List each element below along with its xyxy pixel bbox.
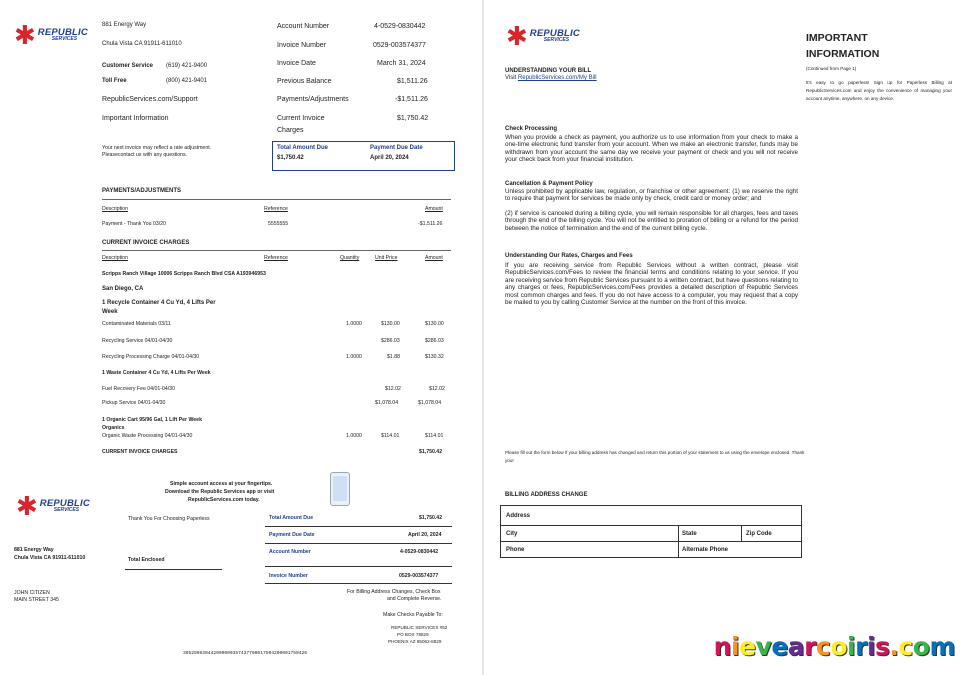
total-due-label: Total Amount Due	[277, 145, 328, 151]
stub-value-account: 4-0529-0830442	[400, 549, 439, 555]
charge-row-qty: 1.0000	[346, 321, 362, 327]
rates-text: If you are receiving service from Republic Services without a written contract, please visit RepublicServices.com/Fees to review the financial terms and conditions relating to your service. If you are receiving service from Republic Services pursuant to a written contract, but have questions relating to any charges or fees, RepublicServices.com/Fees provides a detailed description of Republic Services most common charges and fees. If you do not have access to a computer, you may request that a copy be mailed to you by calling Customer Service at the number on the front of this invoice.	[505, 262, 798, 307]
toll-free-label: Toll Free	[102, 78, 127, 84]
state-field-label: State	[682, 531, 697, 537]
charges-col-amount: Amount	[425, 255, 443, 261]
customer-service-phone: (619) 421-9400	[166, 63, 208, 69]
city-field-label: City	[506, 531, 518, 537]
charges-title: CURRENT INVOICE CHARGES	[102, 240, 190, 246]
summary-value-previous: $1,511.26	[397, 78, 428, 85]
watermark-letter: r	[804, 632, 817, 661]
important-title-2: INFORMATION	[806, 48, 880, 60]
charge-row-desc: Pickup Service 04/01-04/30	[102, 400, 166, 406]
stub-label-account: Account Number	[269, 549, 311, 555]
summary-value-invoice: 0529-003574377	[373, 42, 426, 49]
watermark-letter: m	[929, 632, 955, 661]
rate-note-line1: Your next invoice may reflect a rate adjustment.	[102, 145, 212, 151]
brand-name: REPUBLIC	[39, 497, 90, 509]
my-bill-link[interactable]: RepublicServices.com/My Bill	[517, 75, 597, 81]
company-address-line2: Chula Vista CA 91911-611010	[102, 41, 182, 47]
group-organic-2: Organics	[102, 425, 125, 431]
stub-label-due-date: Payment Due Date	[269, 532, 315, 538]
service-site: Scripps Ranch Village 10006 Scripps Ranch Blvd CSA A193946953	[102, 271, 266, 277]
summary-value-payments: -$1,511.26	[395, 96, 428, 103]
payee-line2: PO BOX 78829	[397, 632, 429, 637]
watermark-text	[714, 632, 955, 661]
paperless-thanks: Thank You For Choosing Paperless	[128, 516, 210, 522]
check-processing-text: When you provide a check as payment, you authorize us to use information from your check to make a one-time electronic fund transfer from your account. When we make an electronic transfer, funds may be withdrawn from your account the same day we receive your payment or check and you will not receive your check back from your financial institution.	[505, 134, 798, 164]
summary-value-account: 4-0529-0830442	[374, 23, 426, 30]
republic-services-logo-stub	[16, 493, 90, 519]
charges-total-value: $1,750.42	[419, 449, 443, 455]
stub-label-total: Total Amount Due	[269, 515, 314, 521]
charges-col-quantity: Quantity	[340, 255, 360, 261]
charge-row-amount: $12.02	[429, 386, 445, 392]
summary-label-invoice: Invoice Number	[277, 42, 327, 49]
city-field-line[interactable]	[501, 541, 801, 542]
divider	[741, 525, 742, 541]
star-logo-icon: ✱	[16, 491, 38, 521]
brand-name: REPUBLIC	[37, 26, 88, 38]
stub-address-line1: 881 Energy Way	[14, 547, 54, 553]
charge-row-amount: $286.03	[425, 338, 444, 344]
divider	[265, 583, 452, 584]
group-recycle: 1 Recycle Container 4 Cu Yd, 4 Lifts Per	[102, 300, 216, 306]
summary-label-current-2: Charges	[277, 127, 304, 134]
stub-value-total: $1,750.42	[419, 515, 443, 521]
cancellation-text-2: (2) if service is canceled during a billing cycle, you will remain responsible for all charges, fees and taxes through the end of the billing cycle. You will not be entitled to proration of billing or a refund for the period between the notice of termination and the end of the current billing cycle.	[505, 210, 798, 232]
watermark-letter: r	[855, 632, 867, 661]
charge-row-qty: 1.0000	[346, 354, 362, 360]
charge-row-unit: $1.88	[387, 354, 400, 360]
payee-line3: PHOENIX AZ 85062-8829	[388, 639, 442, 644]
summary-value-date: March 31, 2024	[377, 60, 426, 67]
watermark-letter: e	[739, 632, 756, 661]
watermark-letter: o	[912, 632, 930, 661]
watermark-letter: c	[816, 632, 831, 661]
watermark-letter: i	[847, 632, 856, 661]
charge-row-unit: $130.00	[381, 321, 400, 327]
charge-row-amount: $114.01	[425, 433, 444, 439]
page-divider	[482, 0, 484, 675]
divider	[678, 541, 679, 557]
payments-col-amount: Amount	[425, 206, 443, 212]
watermark-letter: .	[889, 632, 899, 661]
customer-name: JOHN CITIZEN	[14, 590, 50, 596]
divider	[102, 250, 451, 251]
group-organic: 1 Organic Cart 95/96 Gal, 1 Lift Per Week	[102, 417, 202, 423]
amount-due-box	[272, 141, 455, 171]
stub-label-invoice: Invoice Number	[269, 573, 308, 579]
watermark-letter: s	[875, 632, 890, 661]
watermark-letter: n	[713, 632, 731, 661]
payee-line1: REPUBLIC SERVICES #52	[391, 625, 448, 630]
alternate-phone-field-label: Alternate Phone	[682, 547, 729, 553]
stub-address-line2: Chula Vista CA 91911-611010	[14, 555, 86, 561]
divider	[102, 199, 451, 200]
divider	[265, 526, 452, 527]
charge-row-desc: Fuel Recovery Fee 04/01-04/30	[102, 386, 175, 392]
service-city: San Diego, CA	[102, 286, 144, 292]
payments-title: PAYMENTS/ADJUSTMENTS	[102, 188, 182, 194]
charges-col-reference: Reference	[264, 255, 288, 261]
star-logo-icon: ✱	[506, 21, 528, 51]
billing-change-note1: For Billing Address Changes, Check Box	[347, 589, 441, 595]
visit-line	[505, 75, 597, 81]
invoice-page-back	[486, 0, 965, 675]
cancellation-title: Cancellation & Payment Policy	[505, 181, 593, 187]
address-form-note: Please fill out the form below if your billing address has changed and return this portion of your statement to us using the envelope enclosed. Thank you!	[505, 450, 805, 463]
star-logo-icon: ✱	[14, 20, 36, 50]
company-address-line1: 881 Energy Way	[102, 22, 147, 28]
group-recycle-2: Week	[102, 309, 118, 315]
charge-row-unit: $1,078.04	[375, 400, 399, 406]
summary-label-payments: Payments/Adjustments	[277, 96, 349, 103]
cancellation-text-1: Unless prohibited by applicable law, regulation, or franchise or other agreement: (1) we reserve the right to require that payment for services be made only by check, credit card or money order; and	[505, 188, 798, 203]
charge-row-amount: $130.32	[425, 354, 444, 360]
summary-label-previous: Previous Balance	[277, 78, 332, 85]
rate-note-line2: Pleasecontact us with any questions.	[102, 152, 188, 158]
brand-sub: SERVICES	[51, 36, 78, 43]
scan-line: 3052908304420000003574377000175042000017504​26	[183, 651, 308, 656]
phone-app-icon	[330, 472, 350, 506]
payment-due-label: Payment Due Date	[370, 145, 423, 151]
charge-row-qty: 1.0000	[346, 433, 362, 439]
charge-row-unit: $114.01	[381, 433, 400, 439]
payments-col-reference: Reference	[264, 206, 288, 212]
address-field-label: Address	[506, 513, 531, 519]
charge-row-desc: Contaminated Materials 03/11	[102, 321, 171, 327]
toll-free-phone: (800) 421-9401	[166, 78, 208, 84]
understanding-title: UNDERSTANDING YOUR BILL	[505, 68, 592, 74]
charge-row-desc: Recycling Processing Charge 04/01-04/30	[102, 354, 200, 360]
promo-line2: Download the Republic Services app or visit	[165, 489, 275, 495]
customer-service-label: Customer Service	[102, 63, 154, 69]
republic-services-logo	[14, 22, 88, 48]
divider	[678, 525, 679, 541]
paperless-text: It's easy to go paperless! Sign up for Paperless Billing at RepublicServices.com and enjoy the convenience of managing your account anytime, anywhere, on any device.	[806, 80, 952, 101]
check-processing-title: Check Processing	[505, 126, 558, 132]
watermark-letter: a	[787, 632, 805, 661]
address-field-line[interactable]	[501, 525, 801, 526]
important-info-label: Important Information	[102, 115, 169, 122]
charge-row-amount: $130.00	[425, 321, 444, 327]
billing-address-form	[500, 505, 802, 558]
charge-row-amount: $1,078.04	[418, 400, 442, 406]
payment-due-value: April 20, 2024	[370, 155, 409, 161]
group-waste: 1 Waste Container 4 Cu Yd, 4 Lifts Per Week	[102, 370, 211, 376]
charge-row-desc: Organic Waste Processing 04/01-04/30	[102, 433, 193, 439]
charge-row-unit: $286.03	[381, 338, 400, 344]
customer-street: MAIN STREET 345	[14, 597, 59, 603]
invoice-page-front	[0, 0, 480, 675]
watermark-letter: i	[730, 632, 740, 661]
total-enclosed-line[interactable]	[125, 569, 222, 570]
support-link[interactable]: RepublicServices.com/Support	[102, 96, 198, 103]
summary-label-current: Current Invoice	[277, 115, 325, 122]
continued-note: (Continued from Page 1)	[806, 66, 857, 71]
summary-value-current: $1,750.42	[397, 115, 429, 122]
charges-col-unit-price: Unit Price	[375, 255, 398, 261]
watermark-letter: v	[755, 632, 772, 661]
charge-row-unit: $12.02	[385, 386, 401, 392]
watermark-letter: c	[898, 632, 913, 661]
charges-total-label: CURRENT INVOICE CHARGES	[102, 449, 178, 455]
billing-address-change-title: BILLING ADDRESS CHANGE	[505, 492, 588, 498]
payment-row-amount: -$1,511.26	[418, 221, 443, 227]
payment-row-ref: 5555555	[268, 221, 289, 227]
divider	[265, 566, 452, 567]
phone-field-label: Phone	[506, 547, 525, 553]
total-due-value: $1,750.42	[277, 155, 304, 161]
summary-label-date: Invoice Date	[277, 60, 316, 67]
brand-sub: SERVICES	[543, 37, 570, 44]
brand-sub: SERVICES	[53, 507, 80, 514]
total-enclosed-label: Total Enclosed	[128, 557, 165, 563]
watermark	[714, 632, 955, 661]
republic-services-logo-back	[506, 23, 580, 49]
payments-col-description: Description	[102, 206, 128, 212]
watermark-letter: e	[771, 632, 788, 661]
brand-name: REPUBLIC	[529, 27, 580, 39]
stub-value-due-date: April 20, 2024	[408, 532, 442, 538]
payment-row-desc: Payment - Thank You 03/20	[102, 221, 166, 227]
stub-value-invoice: 0529-003574377	[399, 573, 439, 579]
watermark-letter: i	[866, 632, 876, 661]
payable-to-label: Make Checks Payable To:	[383, 612, 443, 618]
visit-prefix: Visit	[505, 75, 518, 81]
billing-change-note2: and Complete Reverse.	[387, 596, 442, 602]
promo-line1: Simple account access at your fingertips.	[170, 481, 273, 487]
important-title-1: IMPORTANT	[806, 32, 868, 44]
divider	[265, 543, 452, 544]
summary-label-account: Account Number	[277, 23, 330, 30]
promo-line3: RepublicServices.com today.	[188, 497, 260, 503]
zip-field-label: Zip Code	[746, 531, 772, 537]
watermark-letter: o	[830, 632, 848, 661]
charge-row-desc: Recycling Service 04/01-04/30	[102, 338, 173, 344]
rates-title: Understanding Our Rates, Charges and Fees	[505, 253, 633, 259]
charges-col-description: Description	[102, 255, 128, 261]
